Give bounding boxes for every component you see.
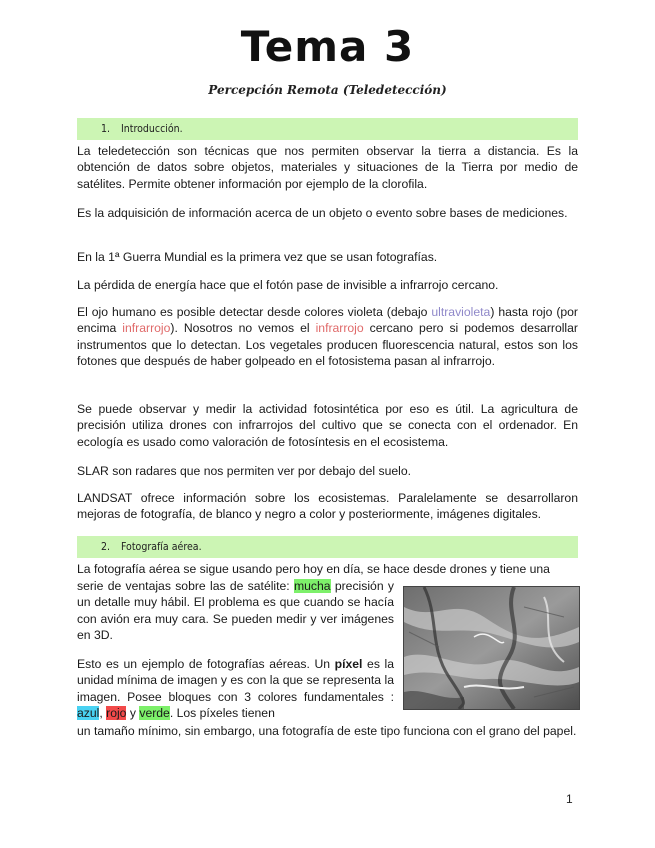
page-number: 1 [566, 792, 573, 806]
aerial-paragraph-2-end: un tamaño mínimo, sin embargo, una fotografía de este tipo funciona con el grano del papel. [77, 724, 577, 738]
text-run: cercano pero si podemos desarrollar instrumentos que lo detectan. Los vegetales producen fluorescencia natural, estos son los fotones que después de haber golpeado en el fotosistema pasan al infrarrojo. [77, 321, 578, 369]
aerial-paragraph-1-rest [77, 578, 394, 644]
section-title: Fotografía aérea. [121, 541, 202, 553]
text-run: ) hasta rojo (por encima [77, 305, 578, 336]
page-title: Tema 3 [240, 22, 415, 71]
bold-term-pixel: píxel [334, 657, 363, 671]
intro-paragraph-5 [77, 304, 578, 370]
aerial-photo-image [403, 586, 580, 710]
section-number: 2. [101, 541, 111, 553]
intro-paragraph-1: La teledetección son técnicas que nos permiten observar la tierra a distancia. Es la obtención de datos sobre objetos, materiales y situaciones de la Tierra por medio de satélites. Permite obtener información por ejemplo de la clorofila. [77, 144, 578, 191]
intro-paragraph-7: SLAR son radares que nos permiten ver por debajo del suelo. [77, 464, 412, 478]
highlight-verde: verde [139, 706, 170, 721]
intro-paragraph-3: En la 1ª Guerra Mundial es la primera vez que se usan fotografías. [77, 250, 438, 264]
section-heading-introduccion [77, 118, 578, 140]
text-run: . Los píxeles tienen [169, 706, 275, 721]
intro-paragraph-6: Se puede observar y medir la actividad fotosintética por eso es útil. La agricultura de precisión utiliza drones con infrarrojos del cultivo que se conecta con el ordenador. En ecología es usado como valoración de fotosíntesis en el ecosistema. [77, 402, 578, 449]
infrarrojo-term: infrarrojo [315, 321, 364, 336]
section-number: 1. [101, 123, 111, 135]
text-run: serie de ventajas sobre las de satélite: [77, 579, 294, 593]
intro-paragraph-2: Es la adquisición de información acerca de un objeto o evento sobre bases de mediciones. [77, 206, 568, 220]
text-run: ). Nosotros no vemos el [170, 321, 316, 336]
section-heading-fotografia-aerea [77, 536, 578, 558]
intro-paragraph-8: LANDSAT ofrece información sobre los ecosistemas. Paralelamente se desarrollaron mejoras de fotografía, de blanco y negro a color y posteriormente, imágenes digitales. [77, 491, 578, 522]
page-subtitle: Percepción Remota (Teledetección) [208, 83, 447, 97]
aerial-paragraph-1-line-1: La fotografía aérea se sigue usando pero hoy en día, se hace desde drones y tiene una [77, 562, 550, 576]
aerial-photo-graphic [404, 587, 579, 709]
infrarrojo-term: infrarrojo [122, 321, 171, 336]
highlight-azul: azul [77, 706, 100, 721]
highlighted-word: mucha [293, 579, 331, 593]
text-run: Esto es un ejemplo de fotografías aéreas. Un [77, 657, 335, 671]
highlight-rojo: rojo [106, 706, 127, 721]
section-title: Introducción. [121, 123, 183, 135]
intro-paragraph-4: La pérdida de energía hace que el fotón pase de invisible a infrarrojo cercano. [77, 278, 499, 292]
text-run: y [126, 706, 140, 721]
ultravioleta-term: ultravioleta [431, 305, 491, 319]
text-run: es la unidad mínima de imagen y es con la que se representa la imagen. Posee bloques con 3 colores fundamentales : [77, 657, 394, 704]
aerial-paragraph-2 [77, 656, 394, 722]
text-run: El ojo humano es posible detectar desde colores violeta (debajo [77, 305, 432, 319]
text-run: , [99, 706, 107, 721]
text-run: precisión y un detalle muy hábil. El problema es que cuando se hacía con avión era muy cara. Se pueden medir y ver imágenes en 3D. [77, 579, 394, 643]
